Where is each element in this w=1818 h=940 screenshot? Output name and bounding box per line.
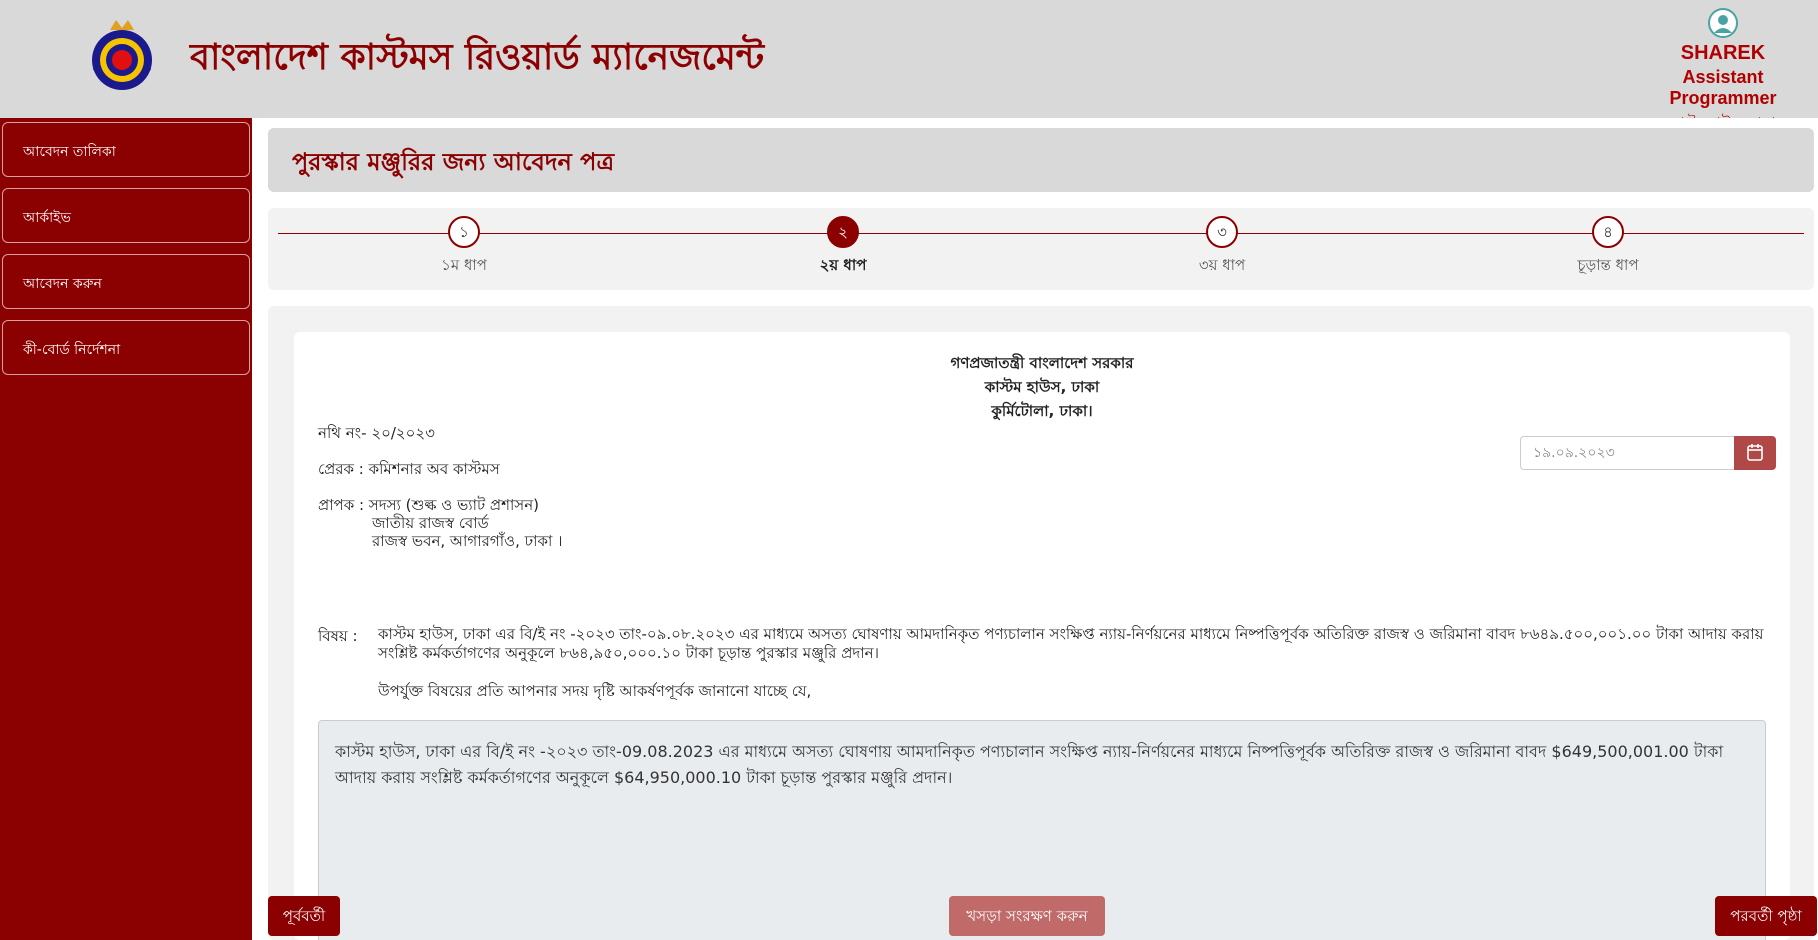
sidebar-item-archive[interactable]: আর্কাইভ: [2, 188, 250, 243]
file-number: নথি নং- ২০/২০২৩: [318, 424, 435, 442]
sidebar-item-keyboard-guide[interactable]: কী-বোর্ড নির্দেশনা: [2, 320, 250, 375]
step-3-label: ৩য় ধাপ: [1198, 256, 1246, 274]
date-input[interactable]: [1521, 437, 1741, 469]
app-title: বাংলাদেশ কাস্টমস রিওয়ার্ড ম্যানেজমেন্ট: [190, 36, 765, 78]
document-card: [294, 332, 1790, 940]
step-1-label: ১ম ধাপ: [441, 256, 487, 274]
date-picker[interactable]: [1520, 436, 1776, 470]
step-1[interactable]: [404, 216, 524, 279]
recipient-line-1: প্রাপক : সদস্য (শুল্ক ও ভ্যাট প্রশাসন): [318, 496, 540, 514]
customs-logo[interactable]: [74, 12, 170, 104]
doc-heading-address: কুর্মিটোলা, ঢাকা।: [991, 402, 1093, 420]
subject-label: বিষয় :: [318, 627, 358, 645]
user-name: SHAREK: [1680, 42, 1766, 64]
step-2[interactable]: [783, 216, 903, 279]
step-3-circle[interactable]: ৩: [1206, 216, 1238, 248]
step-4-label: চূড়ান্ত ধাপ: [1577, 256, 1639, 274]
sender: প্রেরক : কমিশনার অব কাস্টমস: [318, 460, 500, 478]
page-header: [268, 128, 1814, 192]
step-4[interactable]: [1548, 216, 1668, 279]
app-header: [0, 0, 1818, 118]
main-content: [252, 118, 1818, 940]
subject-text: কাস্টম হাউস, ঢাকা এর বি/ই নং -২০২৩ তাং-০৯.০৮.২০২৩ এর মাধ্যমে অসত্য ঘোষণায় আমদানিকৃত পণ্যচালান সংক্ষিপ্ত ন্যায়-নির্ণয়নের মাধ্যমে নিষ্পত্তিপূর্বক অতিরিক্ত রাজস্ব ও জরিমানা বাবদ ৮৬৪৯.৫০০,০০১.০০ টাকা আদায় করায় সংশ্লিষ্ট কর্মকর্তাগণের অনুকূলে ৮৬৪,৯৫০,০০০.১০ টাকা চূড়ান্ত পুরস্কার মঞ্জুরি প্রদান।: [378, 625, 1764, 662]
step-2-circle[interactable]: ২: [827, 216, 859, 248]
user-profile[interactable]: [1628, 8, 1818, 135]
sidebar-item-apply[interactable]: আবেদন করুন: [2, 254, 250, 309]
doc-heading-office: কাস্টম হাউস, ঢাকা: [984, 378, 1100, 396]
previous-button[interactable]: পূর্ববর্তী: [268, 896, 340, 936]
doc-heading-govt: গণপ্রজাতন্ত্রী বাংলাদেশ সরকার: [950, 354, 1134, 372]
step-2-label: ২য় ধাপ: [819, 256, 867, 274]
stepper: [268, 208, 1814, 290]
sidebar: [0, 118, 252, 940]
save-draft-button[interactable]: খসড়া সংরক্ষণ করুন: [949, 896, 1105, 936]
recipient-line-3: রাজস্ব ভবন, আগারগাঁও, ঢাকা ।: [372, 532, 563, 550]
calendar-button[interactable]: [1734, 436, 1776, 470]
sidebar-item-application-list[interactable]: আবেদন তালিকা: [2, 122, 250, 177]
user-avatar-icon[interactable]: [1708, 8, 1738, 38]
body-textarea[interactable]: কাস্টম হাউস, ঢাকা এর বি/ই নং -২০২৩ তাং-09.08.2023 এর মাধ্যমে অসত্য ঘোষণায় আমদানিকৃত পণ্যচালান সংক্ষিপ্ত ন্যায়-নির্ণয়নের মাধ্যমে নিষ্পত্তিপূর্বক অতিরিক্ত রাজস্ব ও জরিমানা বাবদ $649,500,001.00 টাকা আদায় করায় সংশ্লিষ্ট কর্মকর্তাগণের অনুকূলে $64,950,000.10 টাকা চূড়ান্ত পুরস্কার মঞ্জুরি প্রদান।: [318, 720, 1766, 940]
next-page-button[interactable]: পরবর্তী পৃষ্ঠা: [1715, 896, 1817, 936]
step-1-circle[interactable]: ১: [448, 216, 480, 248]
intro-text: উপর্যুক্ত বিষয়ের প্রতি আপনার সদয় দৃষ্টি আকর্ষণপূর্বক জানানো যাচ্ছে যে,: [378, 682, 812, 700]
recipient-line-2: জাতীয় রাজস্ব বোর্ড: [372, 514, 489, 532]
calendar-icon: [1734, 436, 1776, 470]
step-3[interactable]: [1162, 216, 1282, 279]
page-title: পুরস্কার মঞ্জুরির জন্য আবেদন পত্র: [292, 147, 615, 176]
user-role: Assistant Programmer: [1669, 67, 1777, 108]
step-4-circle[interactable]: ৪: [1592, 216, 1624, 248]
